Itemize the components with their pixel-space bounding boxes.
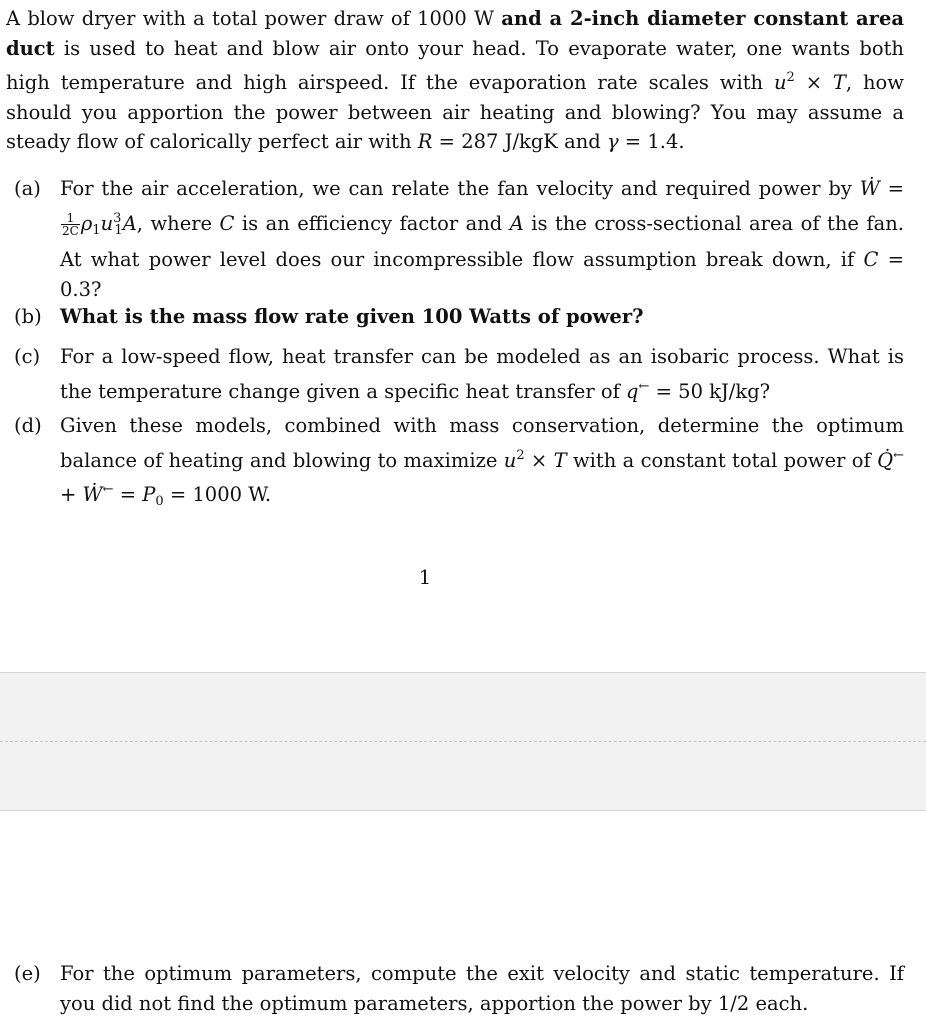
math-operator: = [879,177,904,200]
math-symbol: T [832,71,846,94]
question-text: is the cross-sectional area of the fan. At what power level does our incompressible flow assumption break down, if [60,211,904,271]
math-symbol: P [142,483,156,506]
intro-text: , how should you apportion the power between air heating and blowing? You may assume a steady flow of calorically perfect air with [6,71,904,153]
math-symbol: γ [606,130,619,153]
math-operator: + [60,483,83,506]
math-symbol: C [219,211,235,235]
math-symbol: Ẇ [82,483,103,506]
math-symbol: Ẇ [859,177,880,200]
page-break-divider [0,741,926,742]
math-subscript: 1 [114,222,123,238]
question-label: (c) [14,345,41,368]
page-break-gap [0,672,926,811]
math-superscript: ← [893,447,904,463]
math-operator: = [113,483,143,506]
question-label: (a) [14,177,41,200]
question-body: For the optimum parameters, compute the exit velocity and static temperature. If you did not find the optimum parameters, apportion the power by 1/2 each. [60,962,904,1015]
question-text: = 0.3? [60,248,904,301]
math-operator: × [524,448,554,472]
question-body [60,411,904,517]
math-symbol: A [122,211,137,235]
math-superscript: 3 [113,210,122,226]
math-symbol: ρ [80,211,93,235]
question-text: Given these models, combined with mass conservation, determine the optimum balance of heating and blowing to maximize [60,414,904,472]
question-body [60,174,904,304]
math-superscript: 2 [786,70,795,85]
question-b [14,302,904,332]
intro-text: = 1.4. [618,130,685,153]
math-superscript: ← [102,482,114,497]
problem-intro [6,4,904,157]
question-text: For the air acceleration, we can relate the fan velocity and required power by [60,177,860,200]
question-text: is an efficiency factor and [234,211,510,235]
math-symbol: A [509,211,524,235]
math-fraction [61,212,80,237]
question-body [60,302,904,332]
math-subscript: 1 [92,222,101,238]
math-subscript: 0 [155,494,164,509]
fraction-numerator: 1 [61,212,80,225]
question-d [14,411,904,517]
question-label: (d) [14,414,42,437]
question-text: , where [136,211,220,235]
math-symbol: T [553,448,567,472]
question-e [14,959,904,1018]
math-symbol: q [626,379,639,403]
question-text: For a low-speed flow, heat transfer can be modeled as an isobaric process. What is the temperature change given a specific heat transfer of [60,345,904,403]
math-symbol: Q̇ [877,448,894,472]
math-superscript: ← [638,378,650,394]
intro-bold-text: and a 2-inch diameter constant area duct [6,7,904,60]
intro-text: is used to heat and blow air onto your head. To evaporate water, one wants both high temperature and high airspeed. If the evaporation rate scales with [6,36,904,94]
math-symbol: u [773,71,787,94]
math-symbol: u [100,211,114,235]
question-label: (e) [14,962,41,985]
page-number: 1 [418,566,432,589]
intro-text: A blow dryer with a total power draw of 1000 W [6,7,502,30]
intro-text: = 287 J/kgK and [432,130,607,153]
question-text: = 50 kJ/kg? [649,379,771,403]
question-text: with a constant total power of [566,448,878,472]
math-symbol: C [863,248,879,271]
question-text: = 1000 W. [163,483,272,506]
question-label: (b) [14,305,42,328]
fraction-denominator: 2C [62,223,79,238]
math-operator: × [794,71,833,94]
question-a [14,174,904,304]
math-superscript: 2 [516,447,525,463]
math-symbol: R [417,130,433,153]
question-c [14,342,904,406]
question-body [60,342,904,406]
question-text: What is the mass flow rate given 100 Watts of power? [60,305,644,328]
math-symbol: u [503,448,517,472]
